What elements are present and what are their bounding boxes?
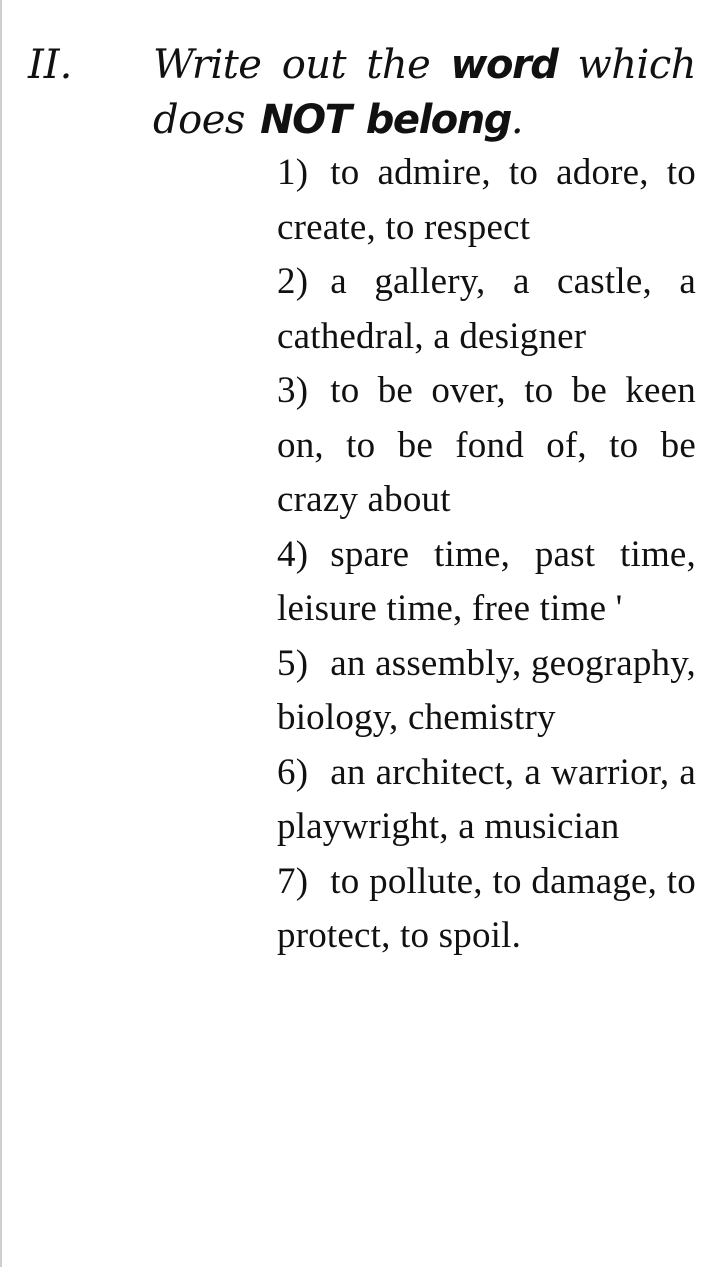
item-number: 5) bbox=[277, 642, 309, 684]
item-text: an architect, a warrior, a playwright, a musician bbox=[277, 751, 696, 847]
item-text: to pollute, to damage, to protect, to spoil. bbox=[277, 860, 696, 956]
item-text: an assembly, geography, biology, chemistry bbox=[277, 642, 696, 738]
instruction-text-2: which does bbox=[153, 42, 697, 143]
exercise-item-5 bbox=[277, 637, 696, 746]
instruction-emphasis-not-belong: NOT belong bbox=[260, 97, 511, 143]
item-text: a gallery, a castle, a cathedral, a designer bbox=[277, 261, 696, 357]
exercise-item-4 bbox=[277, 528, 696, 637]
exercise-item-7 bbox=[277, 855, 696, 964]
item-text: to admire, to adore, to create, to respect bbox=[277, 152, 696, 248]
item-number: 7) bbox=[277, 860, 309, 902]
instruction-text-3: . bbox=[510, 97, 524, 143]
exercise-item-6 bbox=[277, 746, 696, 855]
item-number: 1) bbox=[277, 152, 309, 193]
instruction-text-1: Write out the bbox=[153, 42, 451, 88]
exercise-item-2 bbox=[277, 255, 696, 364]
exercise-instruction bbox=[153, 38, 696, 148]
page-left-border bbox=[0, 0, 2, 1267]
item-number: 2) bbox=[277, 261, 309, 302]
exercise-item-3 bbox=[277, 364, 696, 528]
instruction-emphasis-word: word bbox=[450, 42, 558, 88]
exercise-item-1 bbox=[277, 146, 696, 255]
item-number: 3) bbox=[277, 370, 309, 411]
item-number: 4) bbox=[277, 533, 309, 575]
section-number: II. bbox=[28, 42, 73, 88]
exercise-items-list bbox=[277, 146, 696, 964]
item-number: 6) bbox=[277, 751, 309, 793]
item-text: to be over, to be keen on, to be fond of, to be crazy about bbox=[277, 370, 696, 520]
item-text: spare time, past time, leisure time, free time ' bbox=[277, 533, 696, 629]
